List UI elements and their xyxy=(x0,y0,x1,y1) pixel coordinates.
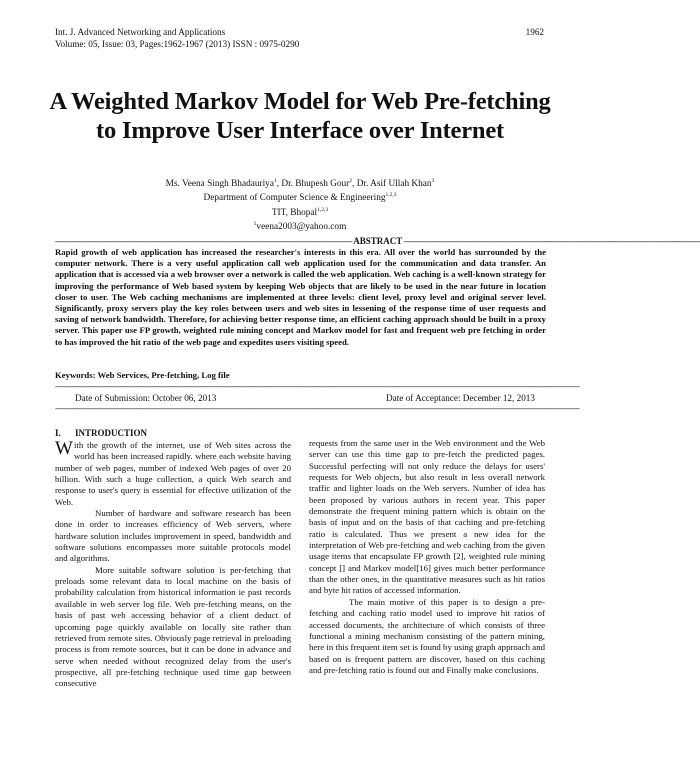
paper-title: A Weighted Markov Model for Web Pre-fetching to Improve User Interface over Internet xyxy=(49,88,551,144)
left-column xyxy=(55,440,291,690)
author-3: Dr. Asif Ullah Khan xyxy=(356,179,432,189)
section-title: INTRODUCTION xyxy=(75,428,148,438)
author-2: Dr. Bhupesh Gour xyxy=(281,179,350,189)
volume-info: Volume: 05, Issue: 03, Pages:1962-1967 (2013) ISSN : 0975-0290 xyxy=(55,38,300,49)
section-heading xyxy=(55,428,147,438)
author-2-affil: 2 xyxy=(349,178,353,184)
paragraph: More suitable software solution is per-fetching that preloads some relevant data to local machine on the basis of probability calculation from historical information ie past records available in web server log file. Web pre-fetching means, on the basis of past web accessing behavior of a client deduct of upcoming page quickly available on locally site rather than retrieved from remote sites. Obviously page retrieval in preloading process is from remote sources, but it can be done in advance and serve when needed without recognized delay from the user's prospective, all pre-fetching technique used time gap between consecutive xyxy=(55,564,291,689)
dash-rule: -------------------------------------------------------------------------------------------------------------------------------------------------------------------------------------------------------------------------------------------------------------- xyxy=(55,382,580,391)
acceptance-date: Date of Acceptance: December 12, 2013 xyxy=(386,393,535,403)
journal-name: Int. J. Advanced Networking and Applications xyxy=(55,27,226,37)
dash-rule: -------------------------------------------------------------------------------------------------------------------------------------------------------------------------------------------------------------------------------------------------------------- xyxy=(55,404,580,413)
paragraph: With the growth of the internet, use of Web sites across the world has been increased rapidly. where each website having number of web pages, number of indexed Web pages of over 20 billion. With such a huge collection, a quick Web search and response to user's query is essential for effective utilization of the Web. xyxy=(55,438,291,507)
dates-row xyxy=(75,393,535,403)
dash-rule-right: ------------------------------------------------------------------------------------------------------------------------------------------------ xyxy=(403,236,700,246)
author-email: $^1$veena2003@yahoo.com xyxy=(253,220,347,232)
author-1-affil: 1 xyxy=(273,178,277,184)
author-names: Ms. Veena Singh Bhadauriya$^1$, Dr. Bhupesh Gour$^2$, Dr. Asif Ullah Khan$^3$ xyxy=(165,178,435,189)
author-1: Ms. Veena Singh Bhadauriya xyxy=(165,179,274,189)
paragraph: Number of hardware and software research has been done in order to increases efficiency of Web servers, where hardware solution includes improvement in speed, bandwidth and software solutions encompasses more suitable protocols model and algorithms. xyxy=(55,508,291,564)
right-column xyxy=(309,438,545,676)
dash-rule-left: ------------------------------------------------------------------------------------------------------------------------------------------------ xyxy=(55,236,353,246)
paragraph: The main motive of this paper is to design a pre-fetching and caching ratio model used to improve hit ratios of accessed documents, the architecture of which consists of three functional a mining mechanism consisting of the pattern mining, here in this frequent item set is found by using graph approach and based on is frequent pattern are discover, based on this caching and pre-fetching ratio is found out and Finally make conclusions. xyxy=(309,596,545,675)
drop-cap: W xyxy=(55,438,73,459)
author-3-affil: 3 xyxy=(431,178,435,184)
department: Department of Computer Science & Engineering$^{1,2,3}$ xyxy=(203,192,397,204)
abstract-text: Rapid growth of web application has increased the researcher's interests in this era. All over the world has surrounded by the computer network. There is a very useful application call web application used for the communication and data transfer. An application that is accessed via a web browser over a network is called the web application. Web caching is a well-known strategy for improving the performance of Web based system by keeping Web objects that are likely to be used in the near future in location closer to user. The Web caching mechanisms are implemented at three levels: client level, proxy level and original server level. Significantly, proxy servers play the key roles between users and web sites in lessening of the response time of user requests and saving of network bandwidth. Therefore, for achieving better response time, an efficient caching approach should be built in a proxy server. This paper use FP growth, weighted rule mining concept and Markov model for fast and frequent web pre fetching in order to has improved the hit ratio of the web page and expedites users visiting speed. xyxy=(55,247,546,347)
keywords: Keywords: Web Services, Pre-fetching, Log file xyxy=(55,370,230,380)
author-block xyxy=(40,176,560,233)
paragraph: requests from the same user in the Web environment and the Web server can use this time gap to pre-fetch the predicted pages. Successful perfecting will not only reduce the delays for users' requests for Web objects, but also result in less overall network traffic and lighter loads on the Web servers. Number of idea has been proposed by various authors in recent year. This paper demonstrate the frequent mining pattern which is obtain on the basis of input and on the basis of that caching and pre-fetching ratio is calculated. Thus we present a new idea for the interpretation of Web pre-fetching and web caching from the given usage items that encapsulate FP growth [2], weighted rule mining concept [] and Markov model[16] gives much better performance than the other ones, in the quantitative measures such as hit ratios and byte hit ratios of accessed information. xyxy=(309,438,545,596)
abstract-heading: ABSTRACT xyxy=(353,236,403,246)
institution: TIT, Bhopal$^{1,2,3}$ xyxy=(271,206,329,218)
section-number: I. xyxy=(55,428,61,438)
running-header xyxy=(55,27,299,50)
abstract-heading-rule xyxy=(55,236,700,246)
submission-date: Date of Submission: October 06, 2013 xyxy=(75,393,217,403)
page-number: 1962 xyxy=(525,27,544,37)
